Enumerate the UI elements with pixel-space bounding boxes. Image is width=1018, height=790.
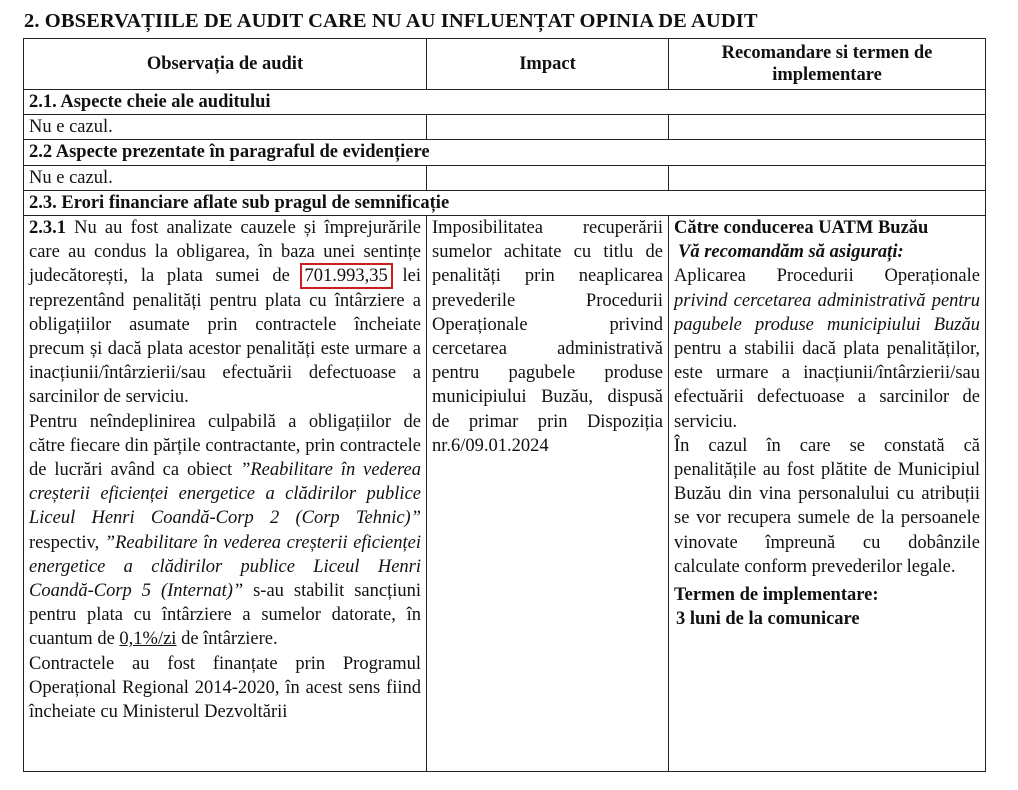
observation-text: Nu au fost analizate cauzele și împrejurările care au condus la obligarea, în baza unei sentințe judecătorești, la plata sumei de: [29, 218, 421, 287]
audit-observations-table: [23, 38, 986, 772]
empty-cell: [669, 165, 986, 190]
observation-text: lei reprezentând penalități pentru plata cu întârziere a obligațiilor asumate prin contractele încheiate precum și dacă plata acestor penalități este urmare a inacțiunii/întârzierii/sau efectuării defectuoase a sarcinilor de serviciu.: [29, 266, 421, 408]
empty-cell: [669, 115, 986, 140]
penalty-rate: 0,1%/zi: [119, 629, 177, 650]
section-2-2-title: 2.2 Aspecte prezentate în paragraful de evidențiere: [24, 140, 986, 165]
implementation-term-label: Termen de implementare:: [674, 585, 879, 606]
section-2-1-value: Nu e cazul.: [24, 115, 427, 140]
observation-text: s-au stabilit sancțiuni pentru plata cu întârziere a sumelor datorate, în cuantum de: [29, 581, 421, 650]
observation-number: 2.3.1: [29, 218, 66, 239]
observation-2-3-1-row: [24, 216, 986, 772]
table-header-row: [24, 39, 986, 90]
observation-text: Pentru neîndeplinirea culpabilă a obligațiilor de către fiecare din părțile contractante, prin contractele de lucrări având ca obiect: [29, 411, 421, 481]
procedure-title: privind cercetarea administrativă pentru pagubele produse municipiului Buzău: [674, 290, 980, 335]
recommendation-text: pentru a stabilii dacă plata penalităților, este urmare a inacțiunii/întârzierii/sau efectuării defectuoase a sarcinilor de serviciu.: [674, 339, 980, 432]
recommendation-paragraph-1: [674, 264, 980, 433]
section-2-2-value-row: [24, 165, 986, 190]
impact-text: Imposibilitatea recuperării sumelor achitate cu titlu de penalități prin neaplicarea prevederile Procedurii Operaționale privind cercetarea administrativă pentru pagubele produse municipiului Buzău, dispusă de primar prin Dispoziția nr.6/09.01.2024: [432, 218, 663, 456]
recommendation-addressee: Către conducerea UATM Buzău: [674, 218, 929, 239]
impact-cell: [427, 216, 669, 772]
section-2-1-title: 2.1. Aspecte cheie ale auditului: [24, 90, 986, 115]
section-2-2-value: Nu e cazul.: [24, 165, 427, 190]
section-2-3-title: 2.3. Erori financiare aflate sub pragul de semnificație: [24, 190, 986, 215]
contract-title-1: ”Reabilitare în vederea creșterii eficienței energetice a clădirilor publice Liceul Henri Coandă-Corp 2 (Corp Tehnic)”: [29, 460, 421, 529]
recommendation-text: Aplicarea Procedurii Operaționale: [674, 266, 980, 287]
section-title: 2. OBSERVAȚIILE DE AUDIT CARE NU AU INFLUENȚAT OPINIA DE AUDIT: [24, 10, 758, 32]
header-recommendation: Recomandare si termen de implementare: [669, 39, 986, 90]
empty-cell: [427, 115, 669, 140]
observation-paragraph-1: [29, 216, 421, 410]
section-2-1-row: [24, 90, 986, 115]
implementation-term-value: 3 luni de la comunicare: [676, 609, 860, 630]
observation-text: respectiv,: [29, 532, 105, 553]
observation-paragraph-2: [29, 410, 421, 652]
section-2-1-value-row: [24, 115, 986, 140]
observation-paragraph-3: Contractele au fost finanțate prin Programul Operațional Regional 2014-2020, în acest sens fiind încheiate cu Ministerul Dezvoltării: [29, 653, 421, 723]
highlighted-amount: 701.993,35: [304, 266, 388, 287]
section-2-3-row: [24, 190, 986, 215]
observation-cell: [24, 216, 427, 772]
empty-cell: [427, 165, 669, 190]
recommendation-intro: Vă recomandăm să asigurați:: [678, 242, 904, 263]
observation-text: de întârziere.: [176, 629, 278, 650]
header-observation: Observația de audit: [24, 39, 427, 90]
recommendation-cell: [669, 216, 986, 772]
contract-title-2: ”Reabilitare în vederea creșterii eficienței energetice a clădirilor publice Liceul Henri Coandă-Corp 5 (Internat)”: [29, 532, 422, 602]
header-impact: Impact: [427, 39, 669, 90]
recommendation-paragraph-2: În cazul în care se constată că penalitățile au fost plătite de Municipiul Buzău din vina personalului cu atribuții se vor recupera sumele de la persoanele vinovate împreună cu dobânzile calculate conform prevederilor legale.: [674, 435, 980, 577]
section-2-2-row: [24, 140, 986, 165]
